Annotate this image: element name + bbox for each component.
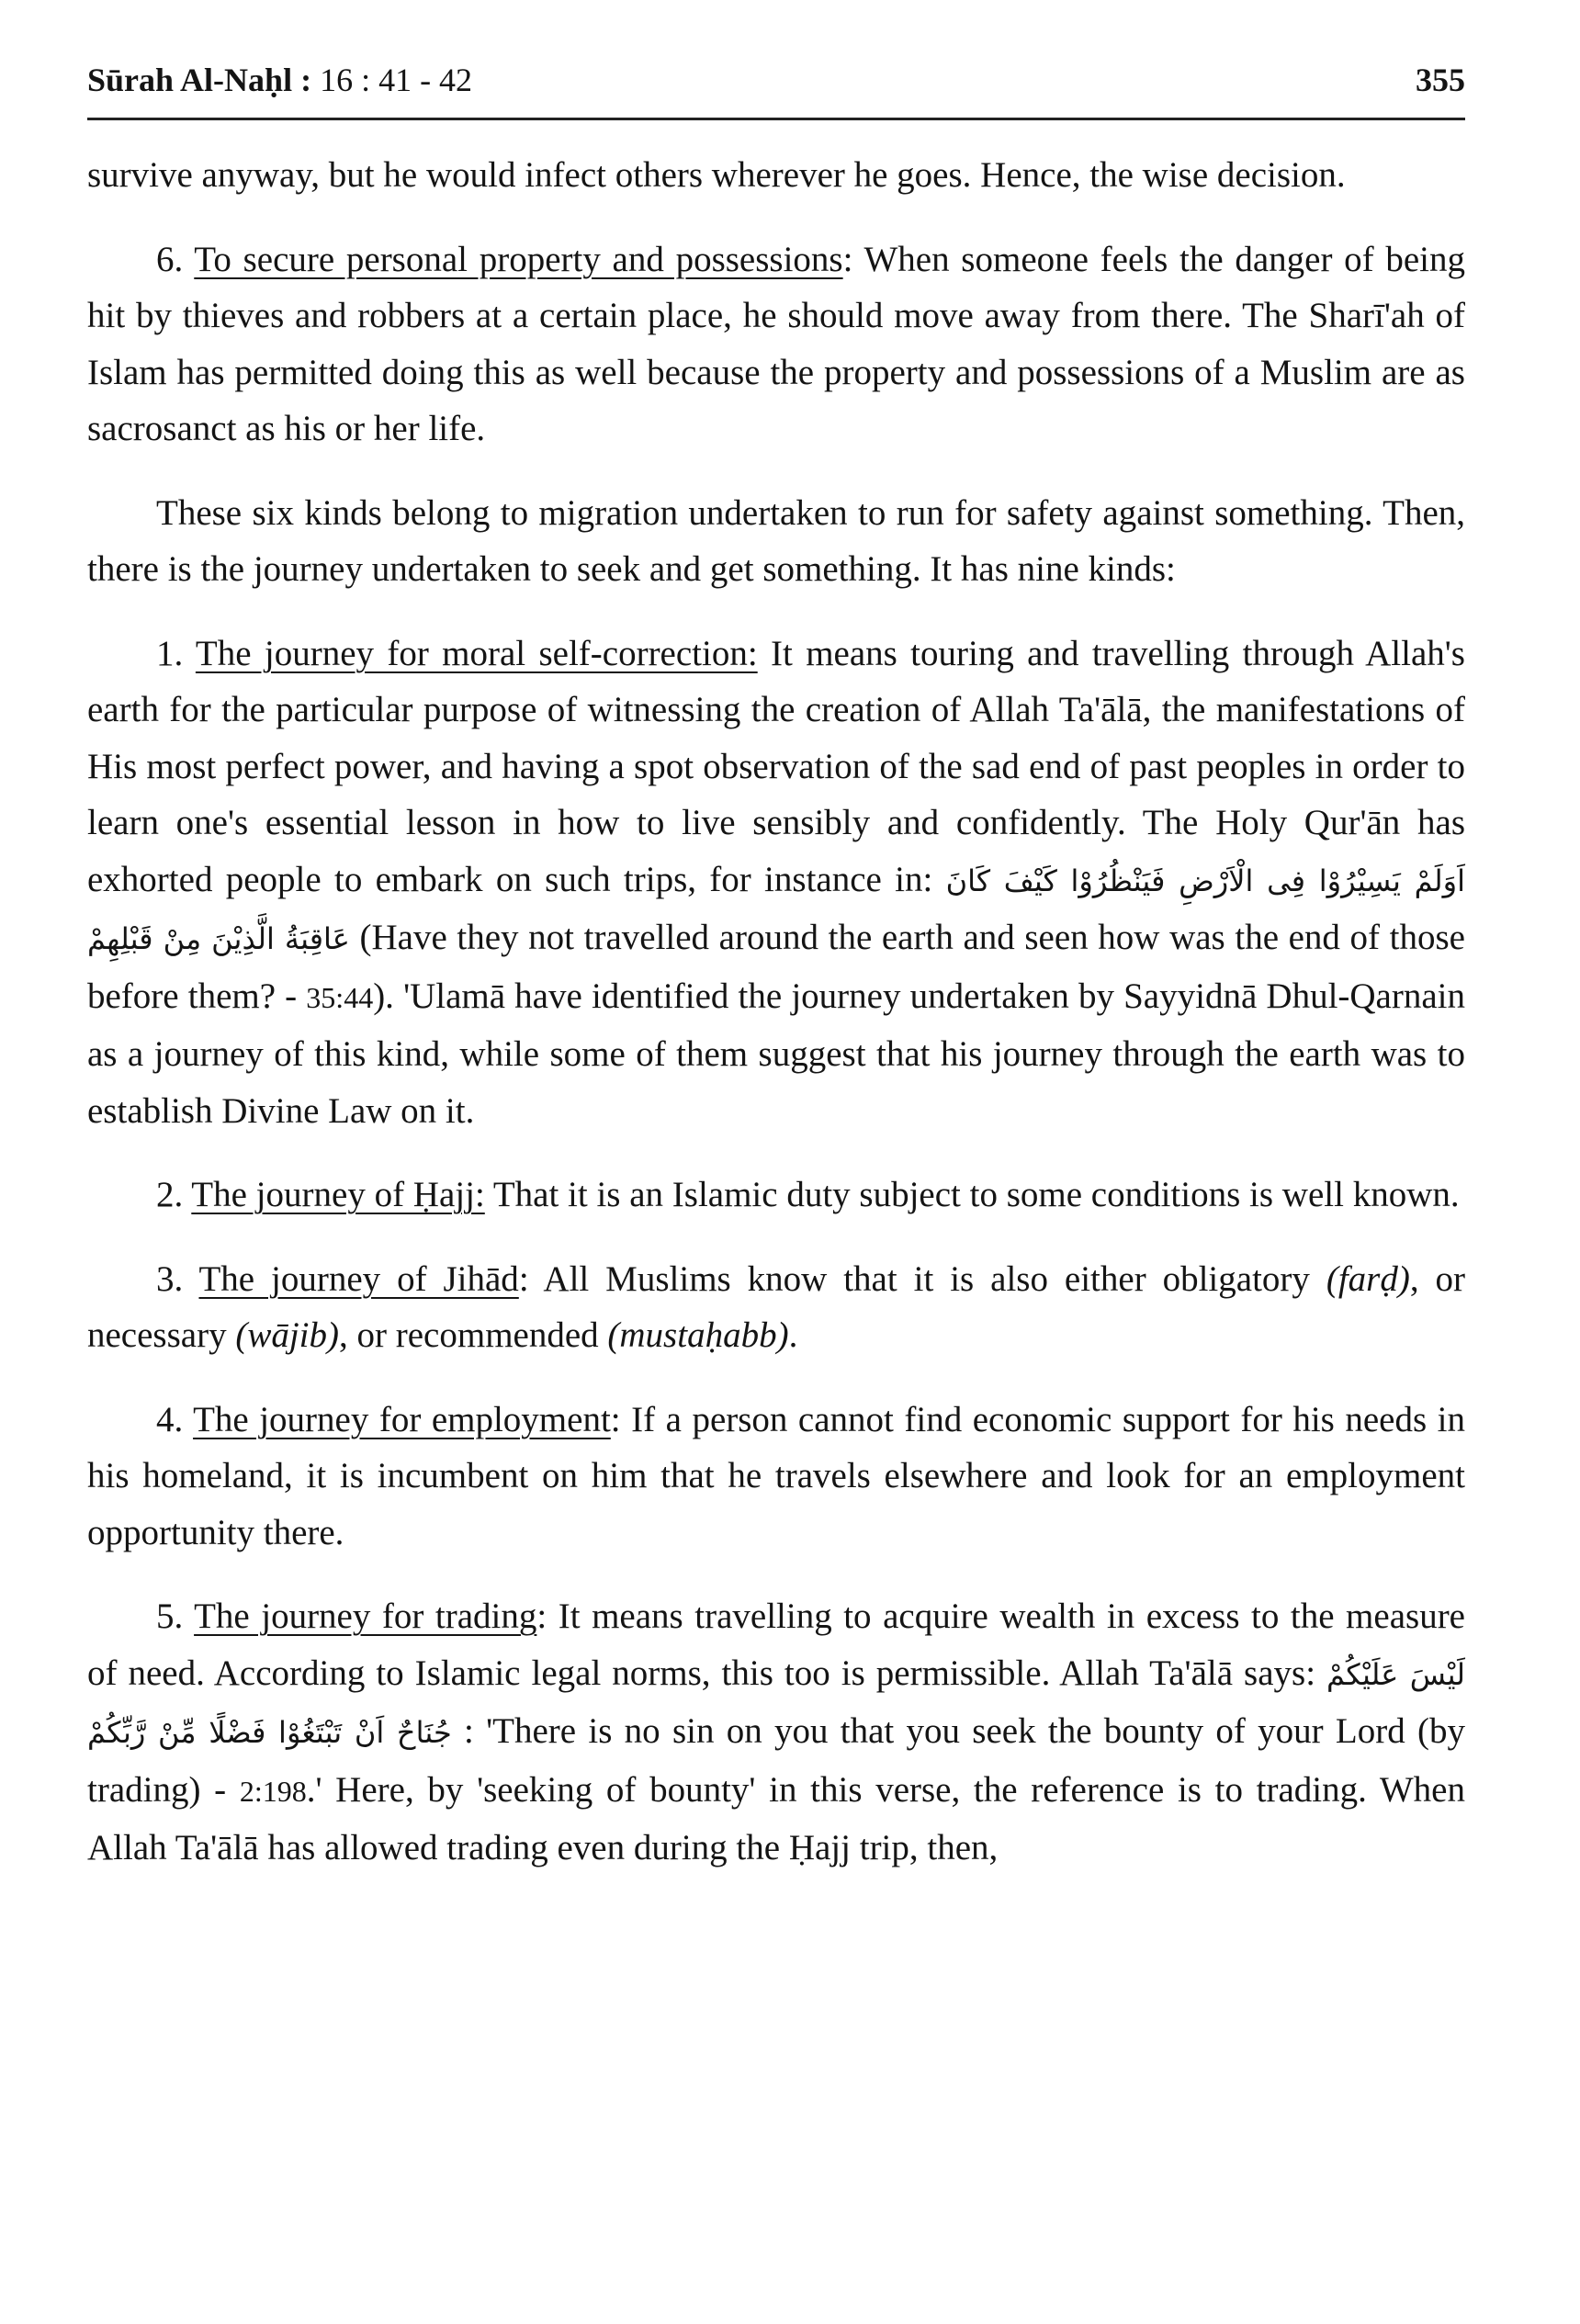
page-body <box>87 147 1465 1904</box>
item-heading: The journey of Ḥajj: <box>191 1175 485 1214</box>
arabic-verse: اَوَلَمْ يَسِيْرُوْا فِى الْاَرْضِ فَيَنْظُرُوْا كَيْفَ كَانَ عَاقِبَةُ الَّذِيْنَ مِنْ قَبْلِهِمْ <box>87 863 1465 956</box>
header-surah-title <box>87 61 472 99</box>
running-header <box>87 53 1465 110</box>
item-number: 4. <box>156 1399 184 1439</box>
item-heading: The journey of Jihād <box>198 1258 519 1299</box>
header-rule <box>87 118 1465 120</box>
term-mustahabb: (mustaḥabb) <box>607 1315 789 1355</box>
item-text-continued: ). 'Ulamā have identified the journey undertaken by Sayyidnā Dhul-Qarnain as a journey of this kind, while some of them suggest that his journey through the earth was to establish Divine Law on it. <box>87 976 1466 1131</box>
arabic-verse: لَيْسَ عَلَيْكُمْ جُنَاحٌ اَنْ تَبْتَغُوْا فَضْلًا مِّنْ رَّبِّكُمْ <box>87 1656 1465 1750</box>
paragraph-moral-self-correction <box>87 626 1465 1140</box>
verse-citation: 35:44 <box>306 980 374 1014</box>
item-heading: The journey for moral self-correction: <box>195 633 758 673</box>
item-number: 1. <box>156 633 184 673</box>
item-number: 6. <box>156 239 184 279</box>
item-number: 2. <box>156 1175 184 1214</box>
item-text-continued: .' Here, by 'seeking of bounty' in this verse, the reference is to trading. When Allah Ta'ālā has allowed trading even during the Ḥajj trip, then, <box>87 1769 1465 1867</box>
paragraph-continuation: survive anyway, but he would infect others wherever he goes. Hence, the wise decision. <box>87 155 1346 195</box>
item-text: , or necessary <box>87 1258 1465 1355</box>
term-wajib: (wājib) <box>235 1315 340 1355</box>
paragraph-trading <box>87 1588 1465 1877</box>
page-number: 355 <box>1416 62 1465 98</box>
item-heading: To secure personal property and possessions <box>194 239 843 279</box>
item-number: 5. <box>156 1596 184 1636</box>
item-heading: The journey for employment <box>193 1399 611 1439</box>
term-fard: (farḍ) <box>1326 1258 1410 1299</box>
item-text: . <box>788 1315 798 1355</box>
paragraph-six-kinds: These six kinds belong to migration undertaken to run for safety against something. Then, there is the journey undertaken to seek and get something. It has nine kinds: <box>87 492 1465 589</box>
verse-translation: : 'There is no sin on you that you seek the bounty of your Lord (by trading) - <box>87 1711 1465 1810</box>
paragraph-property <box>87 231 1465 457</box>
verse-reference: 16 : 41 - 42 <box>320 62 473 98</box>
paragraph-employment <box>87 1392 1465 1562</box>
paragraph-jihad <box>87 1251 1465 1364</box>
item-text: That it is an Islamic duty subject to some conditions is well known. <box>484 1175 1460 1214</box>
item-text: It means touring and travelling through Allah's earth for the particular purpose of witnessing the creation of Allah Ta'ālā, the manifestations of His most perfect power, and having a spot observation of the sad end of past peoples in order to learn one's essential lesson in how to live sensibly and confidently. The Holy Qur'ān has exhorted people to embark on such trips, for instance in: <box>87 633 1465 899</box>
item-text: : It means travelling to acquire wealth in excess to the measure of need. According to Islamic legal norms, this too is permissible. Allah Ta'ālā says: <box>87 1596 1465 1693</box>
verse-citation: 2:198 <box>239 1774 307 1808</box>
paragraph-hajj <box>87 1167 1465 1224</box>
item-text: : If a person cannot find economic support for his needs in his homeland, it is incumbent on him that he travels elsewhere and look for an employment opportunity there. <box>87 1399 1465 1552</box>
item-number: 3. <box>156 1258 184 1299</box>
item-text: : All Muslims know that it is also either obligatory <box>518 1258 1326 1299</box>
item-heading: The journey for trading <box>194 1596 537 1636</box>
surah-name: Sūrah Al-Naḥl : <box>87 62 312 98</box>
item-text: : When someone feels the danger of being hit by thieves and robbers at a certain place, he should move away from there. The Sharī'ah of Islam has permitted doing this as well because the property and possessions of a Muslim are as sacrosanct as his or her life. <box>87 239 1466 448</box>
item-text: , or recommended <box>339 1315 608 1355</box>
verse-translation: (Have they not travelled around the earth and seen how was the end of those before them? - <box>87 918 1465 1016</box>
